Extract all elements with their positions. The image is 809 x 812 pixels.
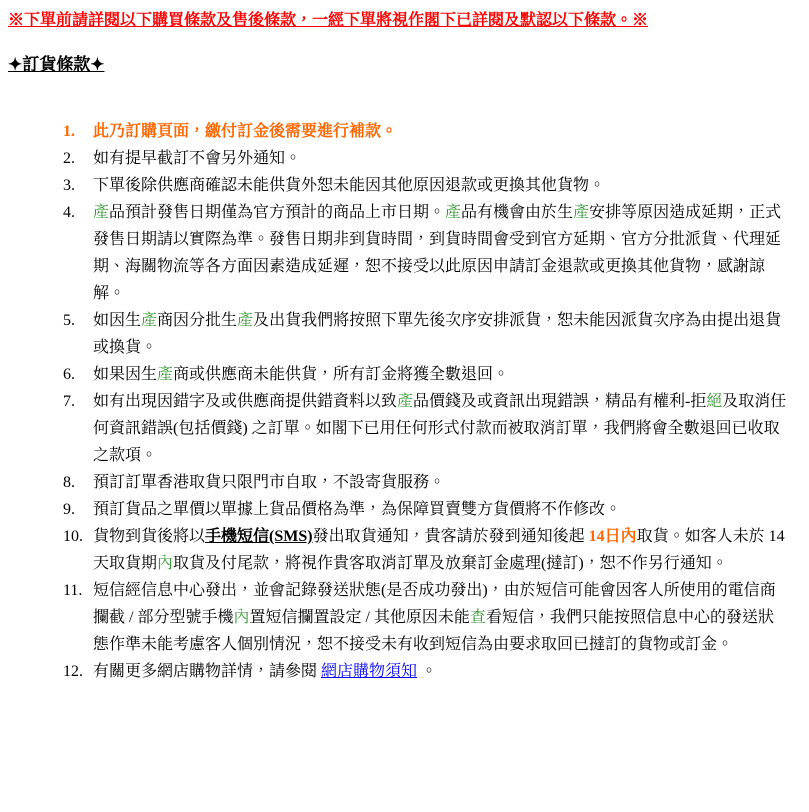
term-text xyxy=(93,469,789,496)
term-number: 9. xyxy=(63,501,75,518)
term-item xyxy=(63,118,789,145)
term-number: 1. xyxy=(63,123,75,140)
term-number: 7. xyxy=(63,393,75,410)
term-text-segment: 商或供應商未能供貨，所有訂金將獲全數退回。 xyxy=(173,366,510,383)
term-text-segment: 預訂訂單香港取貨只限門市自取，不設寄貨服務。 xyxy=(93,474,446,491)
terms-list xyxy=(8,118,801,685)
term-text-segment: 產 xyxy=(141,312,158,329)
pre-order-notice: ※下單前請詳閱以下購買條款及售後條款，一經下單將視作閣下已詳閱及默認以下條款。※ xyxy=(8,12,649,29)
term-item xyxy=(63,496,789,523)
term-number: 8. xyxy=(63,474,75,491)
term-text xyxy=(93,172,789,199)
term-number: 5. xyxy=(63,312,75,329)
term-item xyxy=(63,361,789,388)
term-text-segment: 產 xyxy=(445,204,462,221)
term-text-segment: 看短信，我們只能按照信息中心的發送狀態作準未能考慮客人個別情況，恕不接受未有收到短信為由要求取回已撻訂的貨物或訂金。 xyxy=(93,609,774,653)
term-number: 10. xyxy=(63,528,83,545)
term-text xyxy=(93,145,789,172)
term-text-segment: 產 xyxy=(157,366,174,383)
term-text-segment: 預訂貨品之單價以單據上貨品價格為準，為保障買賣雙方貨價將不作修改。 xyxy=(93,501,622,518)
term-text xyxy=(93,118,789,145)
term-text-segment: 品價錢及或資訊出現錯誤，精品有權利-拒 xyxy=(413,393,707,410)
term-number: 11. xyxy=(63,582,83,599)
term-text-segment: 取貨。如客人未於 14 天取貨期 xyxy=(93,528,785,572)
shop-guide-link[interactable]: 網店購物須知 xyxy=(321,663,418,680)
term-text-segment: 取貨及付尾款，將視作貴客取消訂單及放棄訂金處理(撻訂)，恕不作另行通知。 xyxy=(173,555,728,572)
term-text-segment: 內 xyxy=(233,609,250,626)
term-text xyxy=(93,307,789,361)
term-item xyxy=(63,145,789,172)
term-text-segment: 查 xyxy=(469,609,486,626)
term-text-segment: 產 xyxy=(397,393,414,410)
term-text-segment: 下單後除供應商確認未能供貨外恕未能因其他原因退款或更換其他貨物。 xyxy=(93,177,606,194)
term-text-segment: 如果因生 xyxy=(93,366,158,383)
term-text xyxy=(93,658,789,685)
term-number: 3. xyxy=(63,177,75,194)
term-text-segment: 品預計發售日期僅為官方預計的商品上市日期。 xyxy=(109,204,446,221)
term-text xyxy=(93,361,789,388)
term-text-segment: 如因生 xyxy=(93,312,142,329)
term-text-segment: 內 xyxy=(157,555,174,572)
term-text-segment: 及出貨我們將按照下單先後次序安排派貨，恕未能因派貨次序為由提出退貨或換貨。 xyxy=(93,312,782,356)
term-text xyxy=(93,199,789,307)
term-text-segment: 品有機會由於生 xyxy=(461,204,574,221)
term-number: 6. xyxy=(63,366,75,383)
term-text-segment: 產 xyxy=(93,204,110,221)
term-text-segment: 產 xyxy=(573,204,590,221)
term-text-segment: 絕 xyxy=(706,393,723,410)
term-text xyxy=(93,577,789,658)
term-text-segment: 安排等原因造成延期，正式發售日期請以實際為準。發售日期非到貨時間，到貨時間會受到官方延期、官方分批派貨、代理延期、海關物流等各方面因素造成延遲，恕不接受以此原因申請訂金退款或更換其他貨物，感謝諒解。 xyxy=(93,204,782,302)
term-text-segment: 產 xyxy=(237,312,254,329)
term-item xyxy=(63,577,789,658)
term-item xyxy=(63,523,789,577)
term-item xyxy=(63,199,789,307)
term-text-segment: 及取消任何資訊錯誤(包括價錢) 之訂單。如閣下已用任何形式付款而被取消訂單，我們將會全數退回已收取之款項。 xyxy=(93,393,787,464)
term-text-segment: 短信經信息中心發出，並會記錄發送狀態(是否成功發出)，由於短信可能會因客人所使用的電信商攔截 / 部分型號手機 xyxy=(93,582,776,626)
term-text-segment: 商因分批生 xyxy=(157,312,238,329)
term-text-segment: 14日內 xyxy=(588,528,637,545)
term-number: 12. xyxy=(63,663,83,680)
term-text-segment: 貨物到貨後將以 xyxy=(93,528,206,545)
term-text-segment: 此乃訂購頁面，繳付訂金後需要進行補款。 xyxy=(93,123,398,140)
term-item xyxy=(63,658,789,685)
term-item xyxy=(63,469,789,496)
term-number: 2. xyxy=(63,150,75,167)
term-text-segment: 如有出現因錯字及或供應商提供錯資料以致 xyxy=(93,393,398,410)
term-text xyxy=(93,388,789,469)
term-text xyxy=(93,496,789,523)
term-text-segment: 如有提早截訂不會另外通知。 xyxy=(93,150,302,167)
term-text-segment: 。 xyxy=(417,663,438,680)
term-text-segment: 有關更多網店購物詳情，請參閱 xyxy=(93,663,322,680)
term-item xyxy=(63,172,789,199)
term-text xyxy=(93,523,789,577)
term-text-segment: 發出取貨通知，貴客請於發到通知後起 xyxy=(312,528,589,545)
term-item xyxy=(63,307,789,361)
term-text-segment: 手機短信(SMS) xyxy=(205,528,313,545)
section-title: ✦訂貨條款✦ xyxy=(8,55,105,74)
term-item xyxy=(63,388,789,469)
term-number: 4. xyxy=(63,204,75,221)
term-text-segment: 置短信攔置設定 / 其他原因未能 xyxy=(249,609,470,626)
